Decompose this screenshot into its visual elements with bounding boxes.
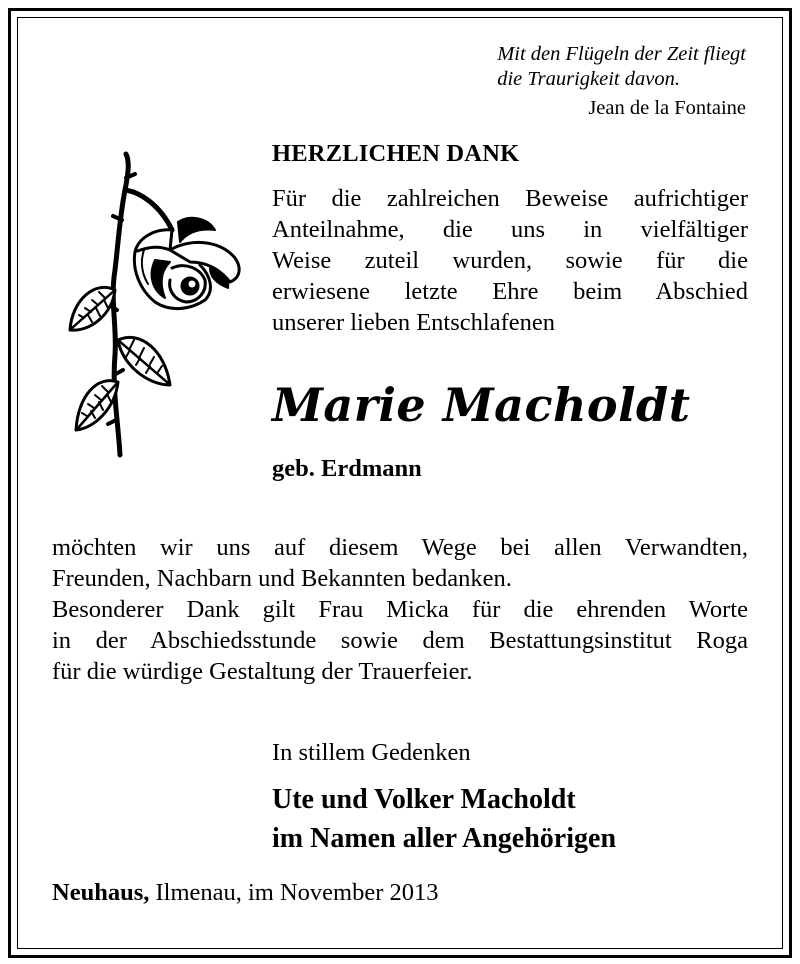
intro-line: Weise zuteil wurden, sowie für die: [272, 247, 748, 274]
thanks-line: in der Abschiedsstunde sowie dem Bestattungsinstitut Roga: [52, 627, 748, 654]
quote-author: Jean de la Fontaine: [588, 97, 746, 119]
place-town: Neuhaus,: [52, 879, 150, 906]
place-date: [52, 879, 439, 907]
place-date-rest: Ilmenau, im November 2013: [149, 879, 439, 906]
intro-line: Für die zahlreichen Beweise aufrichtiger: [272, 185, 748, 212]
thanks-line: Besonderer Dank gilt Frau Micka für die ehrenden Worte: [52, 596, 748, 623]
family-signature: [272, 780, 616, 858]
rose-icon: [60, 150, 260, 460]
intro-line: erwiesene letzte Ehre beim Abschied: [272, 278, 748, 305]
remembrance-line: In stillem Gedenken: [272, 739, 471, 766]
intro-text: [272, 183, 748, 338]
quote: [497, 42, 746, 92]
intro-line: Anteilnahme, die uns in vielfältiger: [272, 216, 748, 243]
thanks-line: möchten wir uns auf diesem Wege bei allen Verwandten,: [52, 534, 748, 561]
intro-line: unserer lieben Entschlafenen: [272, 309, 555, 336]
thanks-text: [52, 532, 748, 687]
birth-name: geb. Erdmann: [272, 455, 422, 482]
thanks-line: Freunden, Nachbarn und Bekannten bedanken.: [52, 565, 512, 592]
heading: HERZLICHEN DANK: [272, 140, 520, 167]
family-line-1: Ute und Volker Macholdt: [272, 784, 576, 815]
thanks-line: für die würdige Gestaltung der Trauerfeier.: [52, 658, 473, 685]
quote-line-1: Mit den Flügeln der Zeit fliegt: [497, 43, 746, 65]
deceased-name: Marie Macholdt: [272, 378, 691, 432]
family-line-2: im Namen aller Angehörigen: [272, 823, 617, 854]
quote-line-2: die Traurigkeit davon.: [497, 68, 680, 90]
